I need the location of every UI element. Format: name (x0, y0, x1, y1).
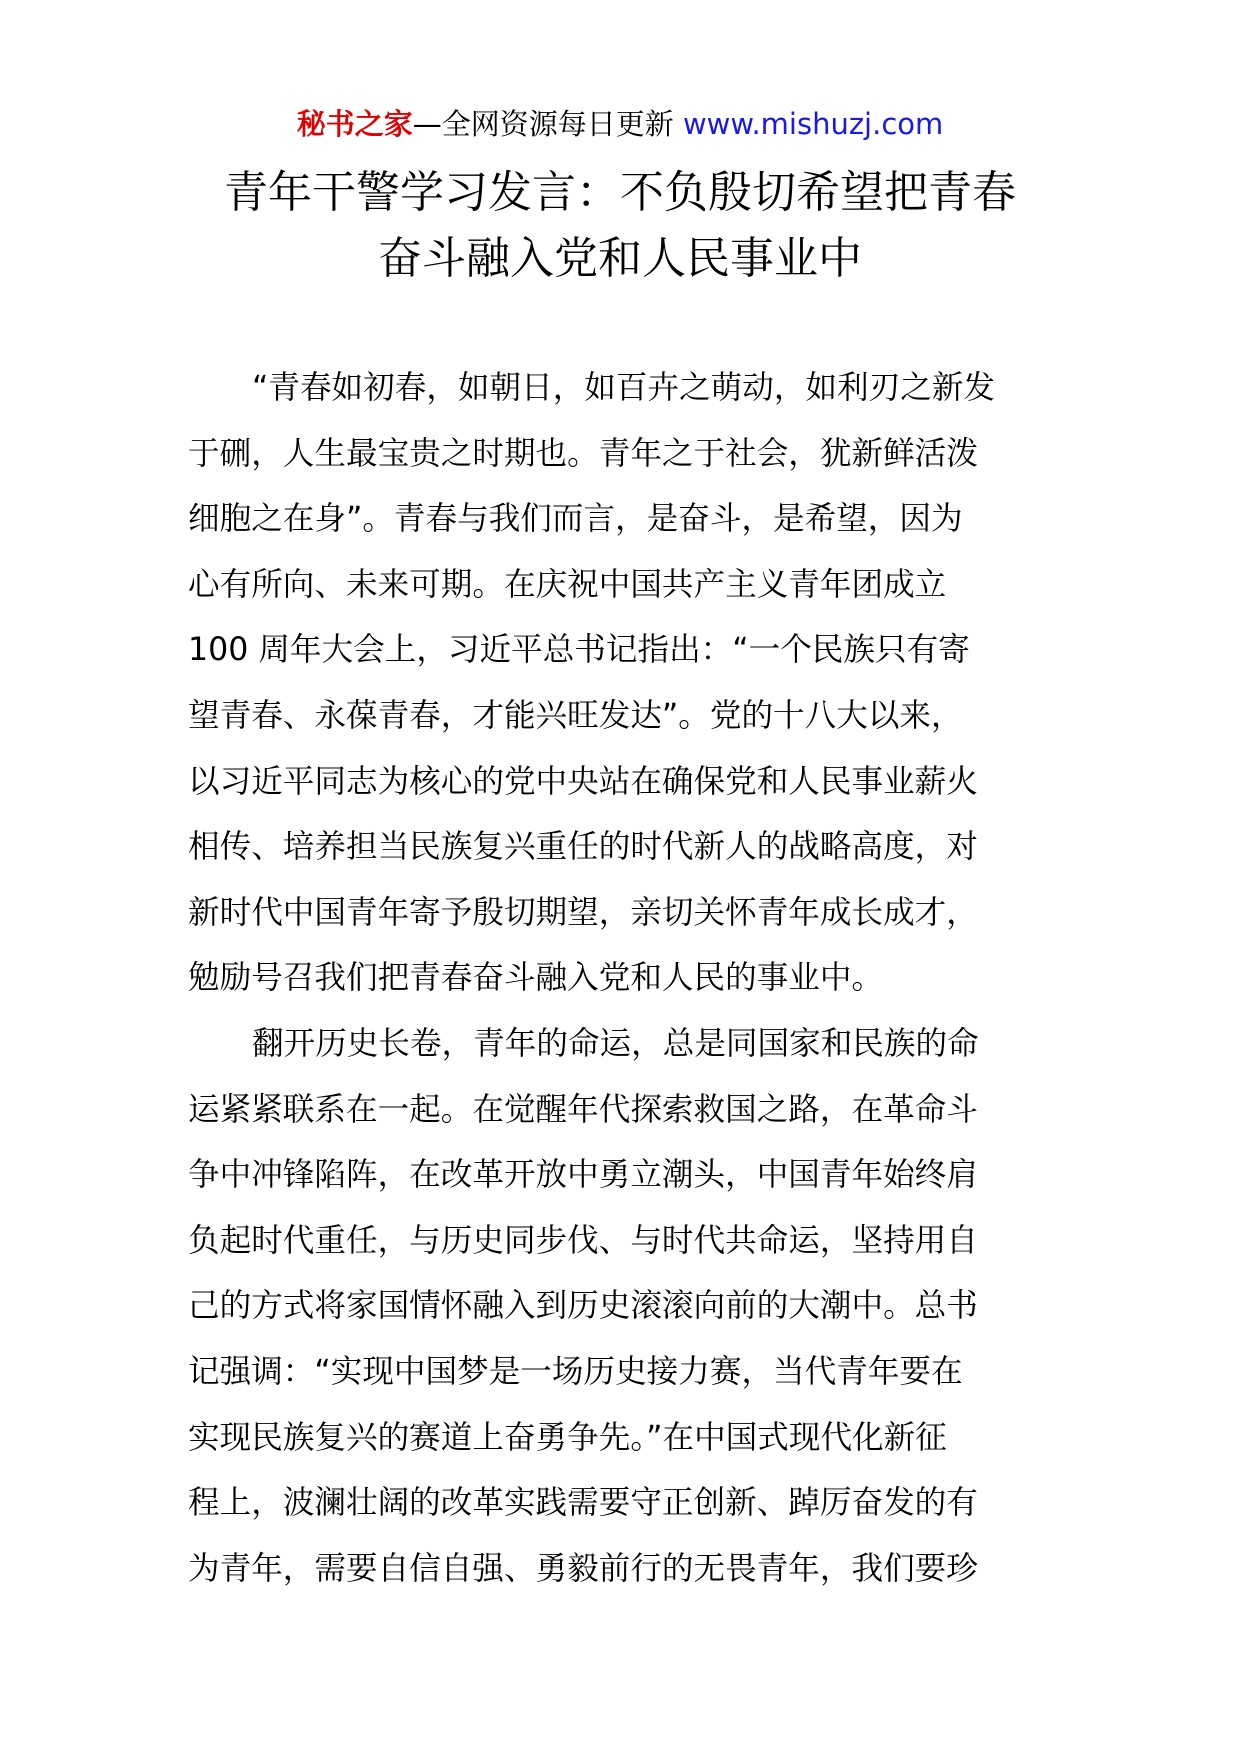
paragraph-line: 实现民族复兴的赛道上奋勇争先。”在中国式现代化新征 (188, 1419, 947, 1456)
paragraph-line: 勉励号召我们把青春奋斗融入党和人民的事业中。 (188, 960, 884, 997)
site-header (0, 104, 1240, 144)
paragraph-line: 记强调：“实现中国梦是一场历史接力赛，当代青年要在 (188, 1353, 963, 1390)
paragraph (188, 356, 1056, 1012)
brand-name: 秘书之家 (296, 107, 413, 141)
paragraph-line: 负起时代重任，与历史同步伐、与时代共命运，坚持用自 (188, 1222, 978, 1259)
paragraph-line: 运紧紧联系在一起。在觉醒年代探索救国之路，在革命斗 (188, 1091, 978, 1128)
paragraph-line: 100 周年大会上，习近平总书记指出：“一个民族只有寄 (188, 632, 970, 669)
paragraph-line: 以习近平同志为核心的党中央站在确保党和人民事业薪火 (188, 763, 978, 800)
paragraph-line: “青春如初春，如朝日，如百卉之萌动，如利刃之新发 (252, 370, 996, 406)
paragraph-line: 程上，波澜壮阔的改革实践需要守正创新、踔厉奋发的有 (188, 1485, 978, 1522)
site-url-link[interactable]: www.mishuzj.com (682, 107, 944, 141)
paragraph-line: 己的方式将家国情怀融入到历史滚滚向前的大潮中。总书 (188, 1288, 978, 1325)
title-line: 奋斗融入党和人民事业中 (378, 233, 862, 284)
paragraph-line: 心有所向、未来可期。在庆祝中国共产主义青年团成立 (188, 566, 947, 603)
paragraph-line: 相传、培养担当民族复兴重任的时代新人的战略高度，对 (188, 829, 978, 866)
paragraph-line: 争中冲锋陷阵，在改革开放中勇立潮头，中国青年始终肩 (188, 1157, 978, 1194)
paragraph-line: 望青春、永葆青春，才能兴旺发达”。党的十八大以来， (188, 697, 963, 734)
title-line: 青年干警学习发言：不负殷切希望把青春 (224, 167, 1016, 218)
paragraph-line: 于硎，人生最宝贵之时期也。青年之于社会，犹新鲜活泼 (188, 435, 978, 472)
document-body (188, 356, 1056, 1602)
document-title (0, 160, 1240, 292)
paragraph-line: 翻开历史长卷，青年的命运，总是同国家和民族的命 (252, 1025, 979, 1062)
paragraph-line: 新时代中国青年寄予殷切期望，亲切关怀青年成长成才， (188, 894, 978, 931)
paragraph (188, 1012, 1056, 1602)
paragraph-line: 为青年，需要自信自强、勇毅前行的无畏青年，我们要珍 (188, 1550, 978, 1587)
header-tagline: —全网资源每日更新 (412, 107, 674, 141)
paragraph-line: 细胞之在身”。青春与我们而言，是奋斗，是希望，因为 (188, 501, 963, 538)
